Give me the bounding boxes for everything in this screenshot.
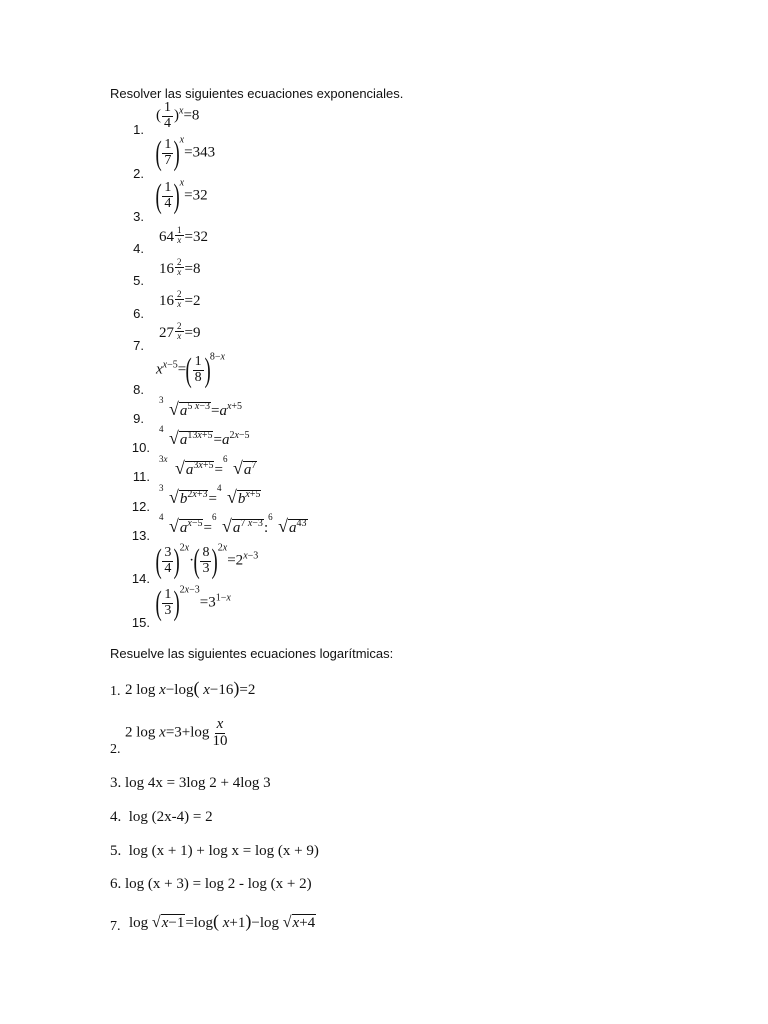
equation: 16 $\frac{2}{x}$ =8 <box>159 257 201 278</box>
equation: 64 $\frac{1}{x}$ =32 <box>159 225 208 246</box>
section1-heading: Resolver las siguientes ecuaciones exponenciales. <box>110 86 404 101</box>
item-number: 12. <box>131 499 150 514</box>
equation: 3 $√b^{2x+3}=$ 4 $√b^{x+5}$ <box>159 483 261 507</box>
item-number: 7. <box>133 338 144 353</box>
equation: 4. log (2x-4) = 2 <box>110 809 213 825</box>
item-number: 3. <box>133 209 144 224</box>
equation: 3. log 4x = 3log 2 + 4log 3 <box>110 775 271 791</box>
item-number: 1. <box>133 122 144 137</box>
equation: ( $\frac{3}{4}$ )$^{2x}$·( $\frac{8}{3}$ )$^{2x}=2^{x-3}$ <box>155 542 259 580</box>
equation: ( $\frac{1}{4}$ )$^x$=8 <box>156 100 200 131</box>
item-number: 11. <box>132 469 150 484</box>
equation: 5. log (x + 1) + log x = log (x + 9) <box>110 843 319 859</box>
equation: $x^{x-5}=$( $\frac{1}{8}$ )$^{8-x}$ <box>156 351 225 389</box>
equation: 2 log x=3+log $\frac{x}{10}$ <box>125 716 228 749</box>
equation: 3x $√a^{3x+5}=$ 6 $√a^7$ <box>159 454 257 478</box>
item-number: 13. <box>131 528 150 543</box>
equation: ( $\frac{1}{3}$ )$^{2x-3}=3^{1-x}$ <box>155 584 231 622</box>
equation: log √x−1=log( x+1)−log √x+4 <box>129 911 316 931</box>
item-number: 2. <box>133 166 144 181</box>
equation: 2 log x−log( x−16)=2 <box>125 678 256 698</box>
section2-heading: Resuelve las siguientes ecuaciones logarítmicas: <box>110 646 394 661</box>
item-number: 10. <box>131 440 150 455</box>
equation: 3 $√a^{5 x-3}=a^{x+5}$ <box>159 395 243 419</box>
equation: ( $\frac{1}{4}$ )$^x$=32 <box>155 177 208 215</box>
item-number: 15. <box>131 615 150 630</box>
item-number: 6. <box>133 306 144 321</box>
equation: 4 $√a^{x-5}=$ 6 $√a^{7 x-3}$: 6 $√a^{43}$ <box>159 512 307 536</box>
item-number: 4. <box>133 241 144 256</box>
item-number: 5. <box>133 273 144 288</box>
item-number: 9. <box>133 411 144 426</box>
item-number: 7. <box>110 919 121 934</box>
item-number: 1. <box>110 684 121 699</box>
equation: 6. log (x + 3) = log 2 - log (x + 2) <box>110 876 312 892</box>
item-number: 2. <box>110 742 121 757</box>
equation: 27 $\frac{2}{x}$ =9 <box>159 321 201 342</box>
equation: 4 $√a^{13x+5}=a^{2x-5}$ <box>159 424 250 448</box>
equation: 16 $\frac{2}{x}$ =2 <box>159 289 201 310</box>
item-number: 14. <box>131 571 150 586</box>
equation: ( $\frac{1}{7}$ )$^x$=343 <box>155 134 216 172</box>
item-number: 8. <box>133 382 144 397</box>
